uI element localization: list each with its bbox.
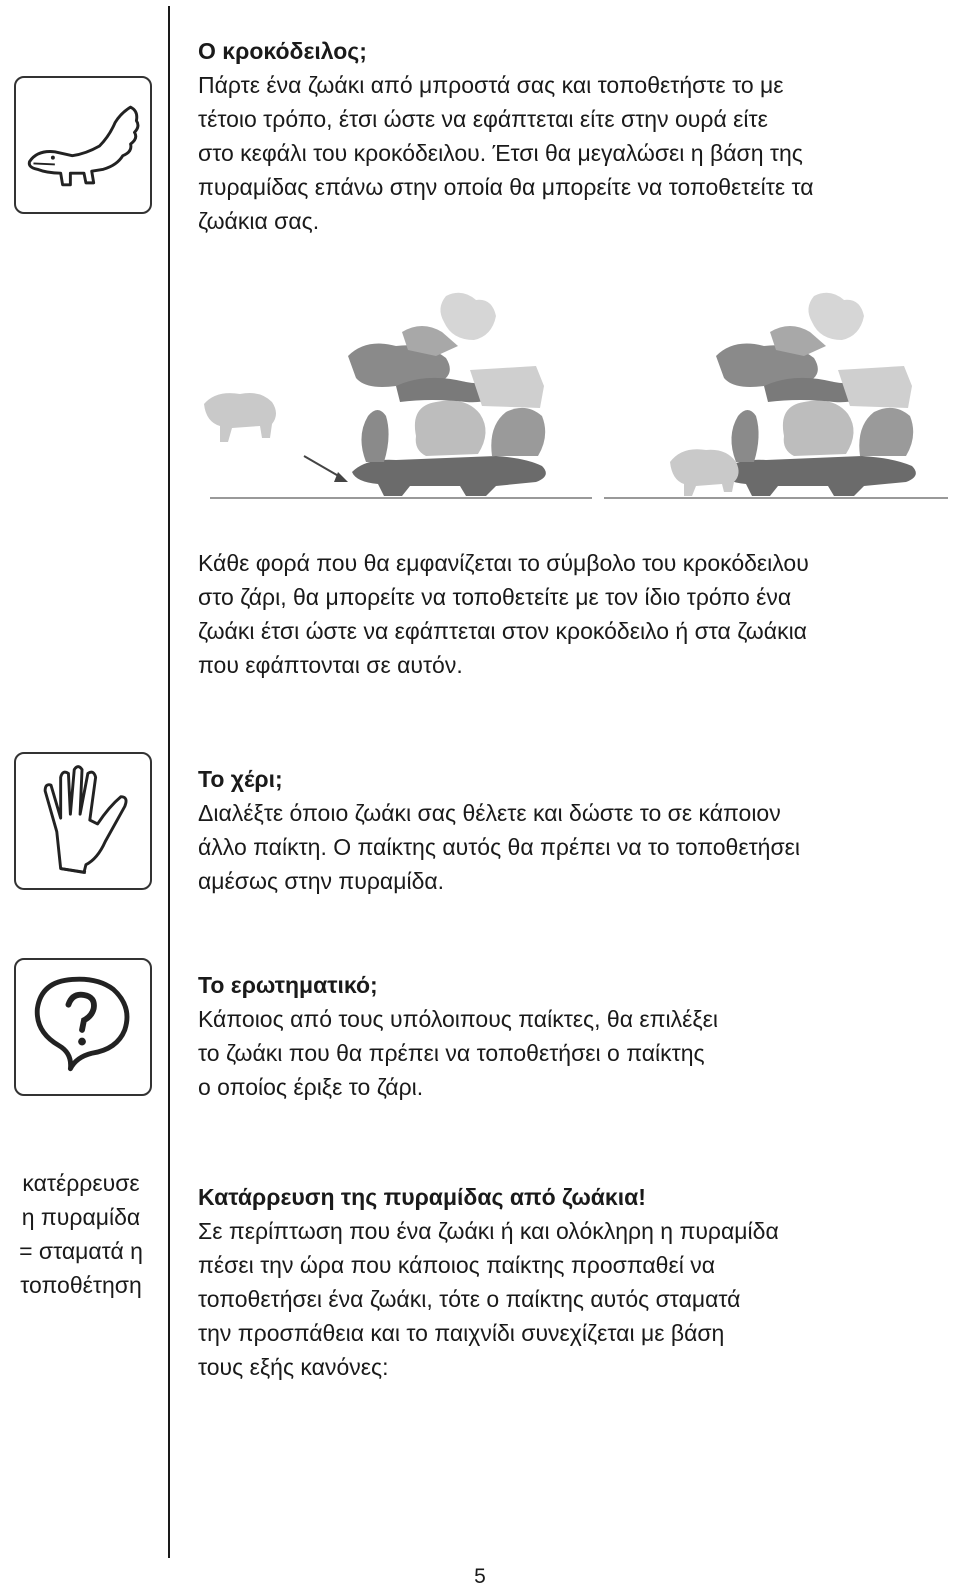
side-label-line: = σταματά η — [19, 1238, 143, 1264]
side-label-line: κατέρρευσε — [22, 1170, 140, 1196]
collapse-text-line: τοποθετήσει ένα ζωάκι, τότε ο παίκτης αυτός σταματά — [198, 1286, 741, 1312]
crocodile-text-line: ζωάκια σας. — [198, 208, 320, 234]
crocodile-text-line: στο κεφάλι του κροκόδειλου. Έτσι θα μεγαλώσει η βάση της — [198, 140, 803, 166]
followup-text-line: Κάθε φορά που θα εμφανίζεται το σύμβολο του κροκόδειλου — [198, 550, 809, 576]
collapse-text-line: την προσπάθεια και το παιχνίδι συνεχίζεται με βάση — [198, 1320, 725, 1346]
crocodile-text-line: τέτοιο τρόπο, έτσι ώστε να εφάπτεται είτε στην ουρά είτε — [198, 106, 768, 132]
followup-text-line: ζωάκι έτσι ώστε να εφάπτεται στον κροκόδειλο ή στα ζωάκια — [198, 618, 807, 644]
hand-heading: Το χέρι; — [198, 766, 283, 792]
crocodile-text-line: Πάρτε ένα ζωάκι από μπροστά σας και τοποθετήστε το με — [198, 72, 784, 98]
question-section — [198, 968, 943, 1104]
question-mark-icon — [14, 958, 152, 1096]
crocodile-heading: Ο κροκόδειλος; — [198, 38, 367, 64]
hand-text-line: Διαλέξτε όποιο ζωάκι σας θέλετε και δώστε το σε κάποιον — [198, 800, 781, 826]
animal-pyramid-illustration — [196, 286, 948, 504]
crocodile-followup-text — [198, 546, 943, 682]
collapse-text-line: πέσει την ώρα που κάποιος παίκτης προσπαθεί να — [198, 1252, 716, 1278]
question-text-line: ο οποίος έριξε το ζάρι. — [198, 1074, 424, 1100]
page-number: 5 — [474, 1565, 486, 1588]
question-text-line: το ζωάκι που θα πρέπει να τοποθετήσει ο παίκτης — [198, 1040, 705, 1066]
collapse-heading: Κατάρρευση της πυραμίδας από ζωάκια! — [198, 1184, 646, 1210]
question-text-line: Κάποιος από τους υπόλοιπους παίκτες, θα επιλέξει — [198, 1006, 719, 1032]
crocodile-section — [198, 34, 943, 238]
collapse-section — [198, 1180, 943, 1384]
collapse-side-label — [6, 1166, 156, 1302]
collapse-text-line: τους εξής κανόνες: — [198, 1354, 389, 1380]
collapse-text-line: Σε περίπτωση που ένα ζωάκι ή και ολόκληρη η πυραμίδα — [198, 1218, 779, 1244]
side-label-line: τοποθέτηση — [20, 1272, 142, 1298]
hand-text-line: αμέσως στην πυραμίδα. — [198, 868, 445, 894]
vertical-divider — [168, 6, 170, 1558]
question-heading: Το ερωτηματικό; — [198, 972, 378, 998]
followup-text-line: στο ζάρι, θα μπορείτε να τοποθετείτε με τον ίδιο τρόπο ένα — [198, 584, 792, 610]
followup-text-line: που εφάπτονται σε αυτόν. — [198, 652, 463, 678]
crocodile-text-line: πυραμίδας επάνω στην οποία θα μπορείτε να τοποθετείτε τα — [198, 174, 814, 200]
hand-section — [198, 762, 943, 898]
side-label-line: η πυραμίδα — [21, 1204, 141, 1230]
crocodile-icon — [14, 76, 152, 214]
hand-text-line: άλλο παίκτη. Ο παίκτης αυτός θα πρέπει να το τοποθετήσει — [198, 834, 801, 860]
hand-icon — [14, 752, 152, 890]
